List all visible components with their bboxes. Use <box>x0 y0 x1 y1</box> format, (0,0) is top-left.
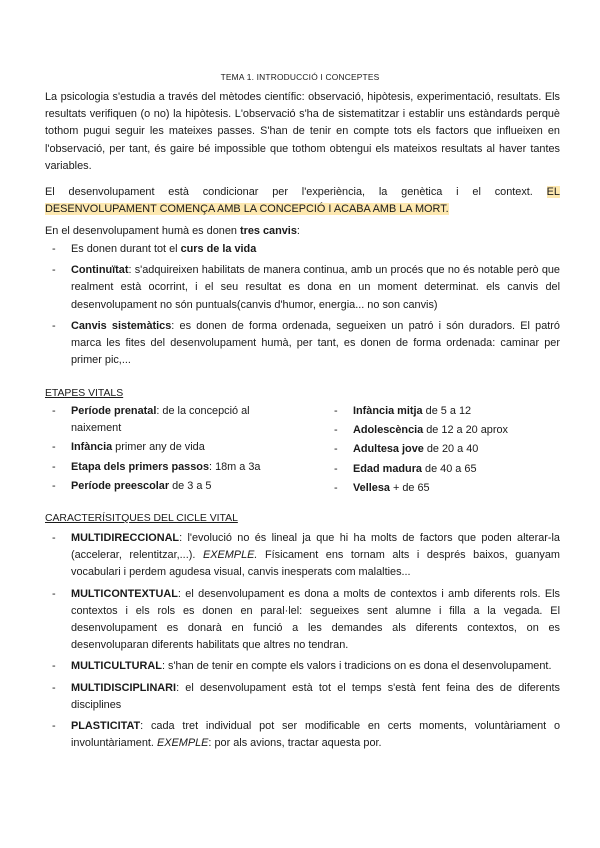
life-cycle-list <box>45 530 560 752</box>
changes-list <box>45 241 560 369</box>
highlight-line <box>45 201 560 218</box>
page-title: TEMA 1. INTRODUCCIÓ I CONCEPTES <box>220 72 380 82</box>
intro-text: La psicologia s'estudia a través del mètodes científic: observació, hipòtesis, experimentació, resultats. Els resultats verifiquen (o no) la hipòtesis. L'observació s'ha de sistematitzar i establir uns estàndards perquè tothom pugui seguir les mateixes passes. S'han de tenir en compte tots els factors que influeixen en l'observació, per tant, és gaire bé impossible que tothom obtengui els mateixos resultats al haver tantes variables. <box>45 91 560 172</box>
three-changes-pre: En el desenvolupament humà es donen <box>45 225 240 237</box>
three-changes-intro <box>45 223 560 240</box>
list-item: - Infància primer any de vida <box>52 441 205 454</box>
list-item: - Adultesa jove de 20 a 40 <box>334 443 479 456</box>
list-item: - Adolescència de 12 a 20 aprox <box>334 424 508 437</box>
three-changes-post: : <box>296 225 300 237</box>
list-item: - MULTICULTURAL: s'han de tenir en compte els valors i tradicions on es dona el desenvolupament. <box>52 660 552 673</box>
intro-paragraph <box>45 89 560 175</box>
list-item: - Continuïtat: s'adquireixen habilitats de manera continua, amb un procés que no és notable però que realment està ocorrint, i el seu resultat es dona en un moment determinat. els canvis del desenvolupament no són puntuals(canvis d'humor, energia... no son canvis) <box>52 264 560 311</box>
life-stages-heading: ETAPES VITALS <box>45 388 124 399</box>
development-line <box>45 184 560 201</box>
list-item: - Es donen durant tot el curs de la vida <box>52 243 257 255</box>
list-item: - Període prenatal: de la concepció al naixement <box>52 405 250 435</box>
development-text: El desenvolupament està condicionar per l'experiència, la genètica i el context. <box>45 186 533 198</box>
list-item: - Període preescolar de 3 a 5 <box>52 479 212 492</box>
life-stages-right <box>327 403 560 497</box>
list-item: - Etapa dels primers passos: 18m a 3a <box>52 460 261 473</box>
highlight-text: DESENVOLUPAMENT COMENÇA AMB LA CONCEPCIÓ I ACABA AMB LA MORT. <box>45 203 449 215</box>
life-stages-left <box>45 403 300 495</box>
list-item: - MULTIDISCIPLINARI: el desenvolupament està tot el temps s'està fent feina des de diferents disciplines <box>52 681 560 711</box>
list-item: - Infància mitja de 5 a 12 <box>334 405 472 417</box>
life-cycle-heading: CARACTERÍSITQUES DEL CICLE VITAL <box>45 513 238 524</box>
list-item: - Vellesa + de 65 <box>334 481 430 494</box>
list-item: - Canvis sistemàtics: es donen de forma ordenada, segueixen un patró i són duradors. El patró marca les fites del desenvolupament humà, per tant, es donen de forma ordenada: caminar per primer pic,... <box>52 319 560 367</box>
list-item: - MULTIDIRECCIONAL: l'evolució no és lineal ja que hi ha molts de factors que poden alterar-la (accelerar, relentitzar,...). EXEMPLE. Físicament ens tornam alts i després baixos, guanyam vocabulari i perdem agudesa visual, canvis inesperats com malalties... <box>52 532 560 579</box>
three-changes-bold: tres canvis <box>239 225 297 237</box>
list-item: - Edad madura de 40 a 65 <box>334 462 477 475</box>
highlight-el: EL <box>546 186 560 198</box>
list-item: - MULTICONTEXTUAL: el desenvolupament es dona a molts de contextos i amb diferents rols. Els contextos i els rols es donen en paral·lel: segueixes sent alumne i filla a la vegada. El desenvolupament es donarà en funció a les demandes als diferents contextos, on es desenvoluparan diferents habilitats que altres no tendran. <box>52 587 560 652</box>
list-item: - PLASTICITAT: cada tret individual pot ser modificable en certs moments, voluntàriament o involuntàriament. EXEMPLE: por als avions, tractar aquesta por. <box>52 720 560 750</box>
